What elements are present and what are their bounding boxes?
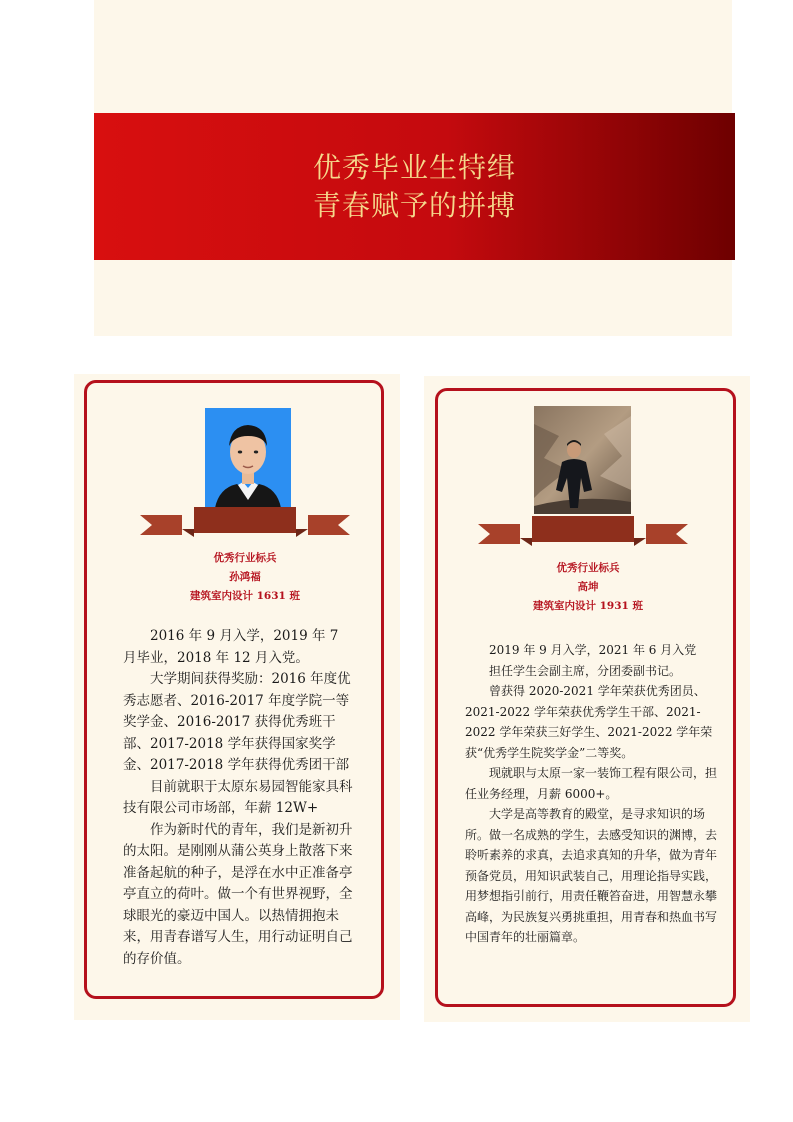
student-class: 建筑室内设计 1631 班 <box>189 590 301 602</box>
bio-paragraph: 大学期间获得奖励：2016 年度优秀志愿者、2016-2017 年度学院一等奖学金、2016-2017 获得优秀班干部、2017-2018 学年获得国家奖学金、2017-2018 学年获得优秀团干部 <box>123 671 351 773</box>
bio-paragraph: 现就职与太原一家一装饰工程有限公司，担任业务经理，月薪 6000+。 <box>465 766 718 801</box>
student-name: 孙鸿福 <box>229 571 261 583</box>
student-title: 优秀行业标兵 <box>556 562 620 574</box>
ribbon-decoration <box>140 507 350 539</box>
student-photo <box>534 406 631 514</box>
bio-paragraph: 2016 年 9 月入学，2019 年 7 月毕业，2018 年 12 月入党。 <box>123 628 339 666</box>
bio-paragraph: 2019 年 9 月入学，2021 年 6 月入党 <box>489 643 697 657</box>
student-title: 优秀行业标兵 <box>213 552 277 564</box>
student-name: 高坤 <box>577 581 599 593</box>
bio-paragraph: 曾获得 2020-2021 学年荣获优秀团员、2021-2022 学年荣获优秀学生干部、2021-2022 学年荣获三好学生、2021-2022 学年荣获“优秀学生院奖学金”二等奖。 <box>465 684 713 760</box>
student-bio <box>123 626 355 970</box>
student-class: 建筑室内设计 1931 班 <box>532 600 644 612</box>
student-caption <box>140 549 350 606</box>
bio-paragraph: 大学是高等教育的殿堂，是寻求知识的场所。做一名成熟的学生，去感受知识的渊博，去聆听素养的求真，去追求真知的升华，做为青年预备党员，用知识武装自己，用理论指导实践，用梦想指引前行，用责任鞭笞奋进，用智慧永攀高峰，为民族复兴勇挑重担，用青春和热血书写中国青年的壮丽篇章。 <box>465 807 718 944</box>
bio-paragraph: 担任学生会副主席，分团委副书记。 <box>489 663 682 678</box>
banner-title-line1: 优秀毕业生特缉 <box>312 150 516 184</box>
bio-paragraph: 作为新时代的青年，我们是新初升的太阳。是刚刚从蒲公英身上散落下来准备起航的种子，是浮在水中正准备亭亭直立的荷叶。做一个有世界视野，全球眼光的豪迈中国人。以热情拥抱未来，用青春谱写人生，用行动证明自己的存价值。 <box>123 821 353 967</box>
bio-paragraph: 目前就职于太原东易园智能家具科技有限公司市场部，年薪 12W+ <box>123 778 353 816</box>
student-photo <box>205 408 291 508</box>
ribbon-decoration <box>478 516 688 548</box>
title-banner <box>94 113 735 260</box>
student-caption <box>483 559 693 616</box>
banner-title-line2: 青春赋予的拼搏 <box>312 188 516 222</box>
student-bio <box>465 640 717 948</box>
